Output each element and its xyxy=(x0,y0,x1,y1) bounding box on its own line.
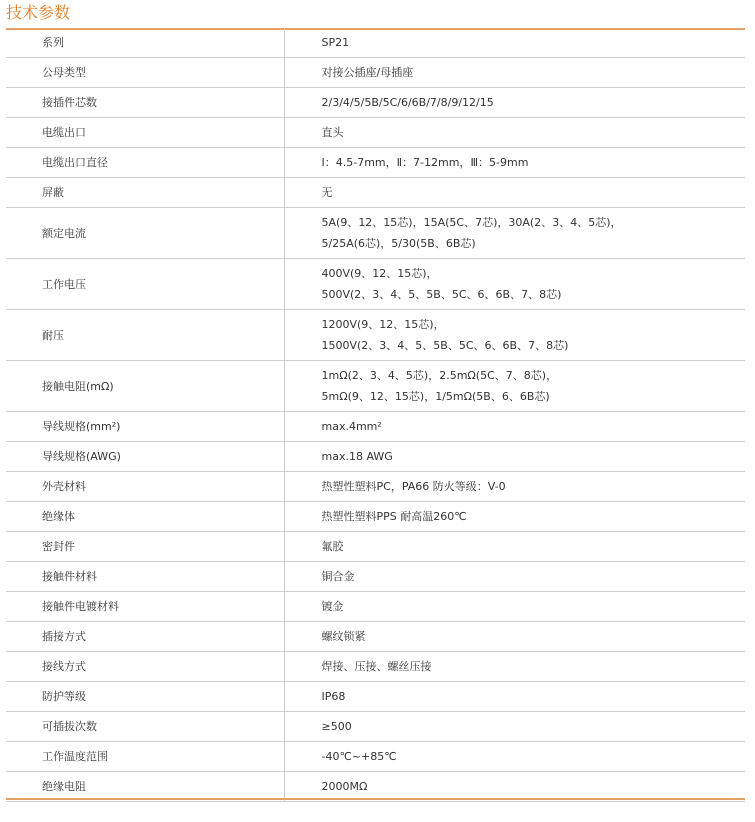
spec-label: 绝缘电阻 xyxy=(6,772,284,802)
spec-table xyxy=(6,28,745,802)
table-row xyxy=(6,742,745,772)
spec-label: 接触电阻(mΩ) xyxy=(6,361,284,412)
spec-value-line: 1500V(2、3、4、5、5B、5C、6、6B、7、8芯) xyxy=(321,339,569,352)
spec-value-line: 热塑性塑料PPS 耐高温260℃ xyxy=(321,510,467,523)
spec-value-line: Ⅰ：4.5-7mm，Ⅱ：7-12mm，Ⅲ：5-9mm xyxy=(321,156,529,169)
spec-value-line: 1mΩ(2、3、4、5芯)，2.5mΩ(5C、7、8芯)， xyxy=(321,369,558,382)
spec-value-line: 5mΩ(9、12、15芯)，1/5mΩ(5B、6、6B芯) xyxy=(321,390,550,403)
spec-value-line: 2000MΩ xyxy=(321,780,368,793)
table-bottom-rule xyxy=(6,798,745,800)
table-row xyxy=(6,58,745,88)
page-title: 技术参数 xyxy=(6,3,71,22)
spec-value xyxy=(284,562,745,592)
spec-value xyxy=(284,412,745,442)
spec-value xyxy=(284,361,745,412)
spec-label: 导线规格(AWG) xyxy=(6,442,284,472)
spec-label: 屏蔽 xyxy=(6,178,284,208)
table-row xyxy=(6,28,745,58)
spec-value-line: max.18 AWG xyxy=(321,450,393,463)
spec-value-line: 5A(9、12、15芯)，15A(5C、7芯)，30A(2、3、4、5芯)， xyxy=(321,216,622,229)
spec-label: 外壳材料 xyxy=(6,472,284,502)
table-row xyxy=(6,310,745,361)
spec-label: 密封件 xyxy=(6,532,284,562)
table-row xyxy=(6,592,745,622)
spec-value xyxy=(284,622,745,652)
spec-value-line: 对接公插座/母插座 xyxy=(321,66,414,79)
table-row xyxy=(6,712,745,742)
spec-value-line: 500V(2、3、4、5、5B、5C、6、6B、7、8芯) xyxy=(321,288,562,301)
spec-value xyxy=(284,208,745,259)
spec-label: 工作电压 xyxy=(6,259,284,310)
spec-value xyxy=(284,652,745,682)
spec-value-line: 无 xyxy=(321,186,333,199)
spec-label: 导线规格(mm²) xyxy=(6,412,284,442)
spec-value-line: 铜合金 xyxy=(321,570,355,583)
spec-label: 接插件芯数 xyxy=(6,88,284,118)
spec-value-line: 氟胶 xyxy=(321,540,344,553)
table-row xyxy=(6,562,745,592)
spec-value xyxy=(284,178,745,208)
table-row xyxy=(6,178,745,208)
table-row xyxy=(6,361,745,412)
table-row xyxy=(6,682,745,712)
table-row xyxy=(6,208,745,259)
spec-value xyxy=(284,592,745,622)
spec-value xyxy=(284,58,745,88)
spec-value xyxy=(284,502,745,532)
spec-value xyxy=(284,532,745,562)
spec-value-line: 螺纹锁紧 xyxy=(321,630,366,643)
spec-value-line: 热塑性塑料PC，PA66 防火等级：V-0 xyxy=(321,480,506,493)
spec-label: 接线方式 xyxy=(6,652,284,682)
spec-label: 绝缘体 xyxy=(6,502,284,532)
spec-value-line: SP21 xyxy=(321,36,350,49)
spec-label: 插接方式 xyxy=(6,622,284,652)
spec-value-line: ≥500 xyxy=(321,720,352,733)
spec-value xyxy=(284,259,745,310)
spec-label: 公母类型 xyxy=(6,58,284,88)
table-row xyxy=(6,532,745,562)
spec-value xyxy=(284,118,745,148)
table-row xyxy=(6,442,745,472)
spec-value-line: 400V(9、12、15芯)， xyxy=(321,267,438,280)
table-row xyxy=(6,772,745,802)
spec-label: 额定电流 xyxy=(6,208,284,259)
spec-value-line: 直头 xyxy=(321,126,344,139)
spec-value-line: 2/3/4/5/5B/5C/6/6B/7/8/9/12/15 xyxy=(321,96,494,109)
spec-value xyxy=(284,148,745,178)
spec-label: 接触件电镀材料 xyxy=(6,592,284,622)
spec-value-line: max.4mm² xyxy=(321,420,382,433)
table-row xyxy=(6,502,745,532)
spec-value xyxy=(284,742,745,772)
spec-value xyxy=(284,472,745,502)
table-row xyxy=(6,412,745,442)
table-row xyxy=(6,652,745,682)
table-row xyxy=(6,118,745,148)
spec-value xyxy=(284,712,745,742)
spec-label: 可插拔次数 xyxy=(6,712,284,742)
spec-value-line: 焊接、压接、螺丝压接 xyxy=(321,660,432,673)
table-row xyxy=(6,472,745,502)
spec-label: 耐压 xyxy=(6,310,284,361)
spec-value xyxy=(284,772,745,802)
spec-value-line: IP68 xyxy=(321,690,346,703)
table-row xyxy=(6,148,745,178)
table-row xyxy=(6,88,745,118)
spec-value xyxy=(284,28,745,58)
table-row xyxy=(6,622,745,652)
spec-value xyxy=(284,682,745,712)
spec-value-line: 1200V(9、12、15芯)， xyxy=(321,318,445,331)
spec-value-line: -40℃~+85℃ xyxy=(321,750,397,763)
spec-label: 接触件材料 xyxy=(6,562,284,592)
spec-label: 电缆出口直径 xyxy=(6,148,284,178)
spec-label: 电缆出口 xyxy=(6,118,284,148)
spec-value xyxy=(284,310,745,361)
spec-value xyxy=(284,88,745,118)
spec-value xyxy=(284,442,745,472)
spec-value-line: 5/25A(6芯)，5/30(5B、6B芯) xyxy=(321,237,476,250)
spec-value-line: 镀金 xyxy=(321,600,344,613)
table-row xyxy=(6,259,745,310)
spec-label: 防护等级 xyxy=(6,682,284,712)
spec-label: 系列 xyxy=(6,28,284,58)
spec-label: 工作温度范围 xyxy=(6,742,284,772)
spec-table-body xyxy=(6,28,745,802)
